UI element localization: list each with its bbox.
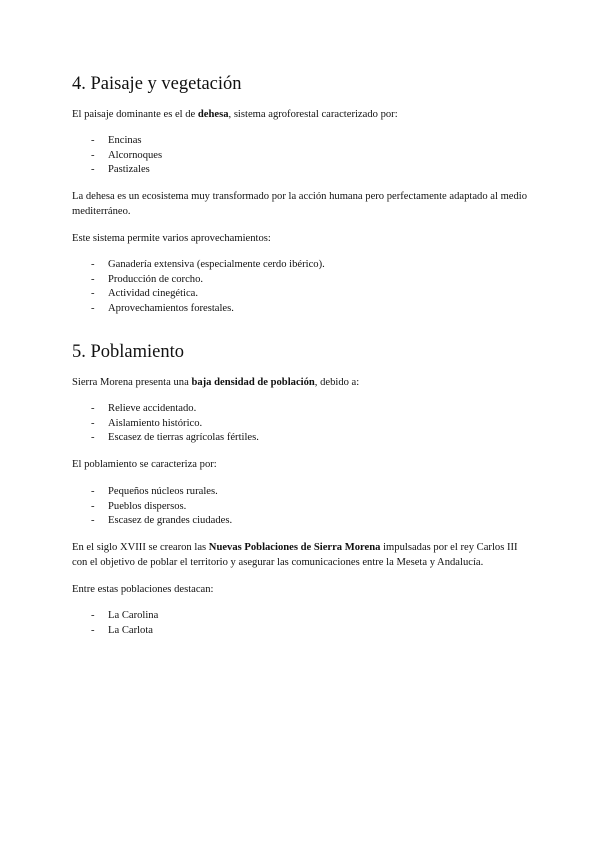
towns-list: [72, 609, 512, 638]
list-item: - La Carolina: [91, 610, 159, 621]
uses-intro: Este sistema permite varios aprovechamientos:: [72, 233, 271, 244]
list-item: - La Carlota: [91, 624, 154, 636]
list-item: - Alcornoques: [91, 149, 163, 161]
section-4-intro: El paisaje dominante es el de dehesa, sistema agroforestal caracterizado por:: [72, 109, 398, 120]
section-4-heading: 4. Paisaje y vegetación: [72, 74, 242, 94]
uses-list: [72, 258, 512, 316]
list-item: - Escasez de tierras agrícolas fértiles.: [91, 432, 259, 443]
settlement-intro: El poblamiento se caracteriza por:: [72, 459, 217, 470]
vegetation-list: [72, 134, 512, 178]
list-item: - Actividad cinegética.: [91, 288, 199, 299]
list-item: - Producción de corcho.: [91, 273, 204, 285]
section-5-heading: 5. Poblamiento: [72, 342, 185, 362]
nuevas-poblaciones-paragraph: En el siglo XVIII se crearon las Nuevas Poblaciones de Sierra Morena impulsadas por el rey Carlos III con el objetivo de poblar el territorio y asegurar las comunicaciones entre la Meseta y Andalucía.: [72, 542, 518, 568]
towns-intro: Entre estas poblaciones destacan:: [72, 584, 214, 595]
list-item: - Relieve accidentado.: [91, 403, 197, 414]
list-item: - Ganadería extensiva (especialmente cerdo ibérico).: [91, 259, 325, 270]
list-item: - Escasez de grandes ciudades.: [91, 515, 233, 526]
section-5-intro: Sierra Morena presenta una baja densidad de población, debido a:: [72, 377, 360, 388]
settlement-list: [72, 485, 512, 529]
list-item: - Aprovechamientos forestales.: [91, 302, 234, 314]
list-item: - Aislamiento histórico.: [91, 417, 203, 429]
list-item: - Encinas: [91, 135, 142, 146]
list-item: - Pueblos dispersos.: [91, 500, 187, 512]
dehesa-paragraph: La dehesa es un ecosistema muy transformado por la acción humana pero perfectamente adaptado al medio mediterráneo.: [72, 191, 528, 217]
list-item: - Pastizales: [91, 164, 150, 175]
list-item: - Pequeños núcleos rurales.: [91, 486, 218, 497]
causes-list: [72, 402, 512, 446]
